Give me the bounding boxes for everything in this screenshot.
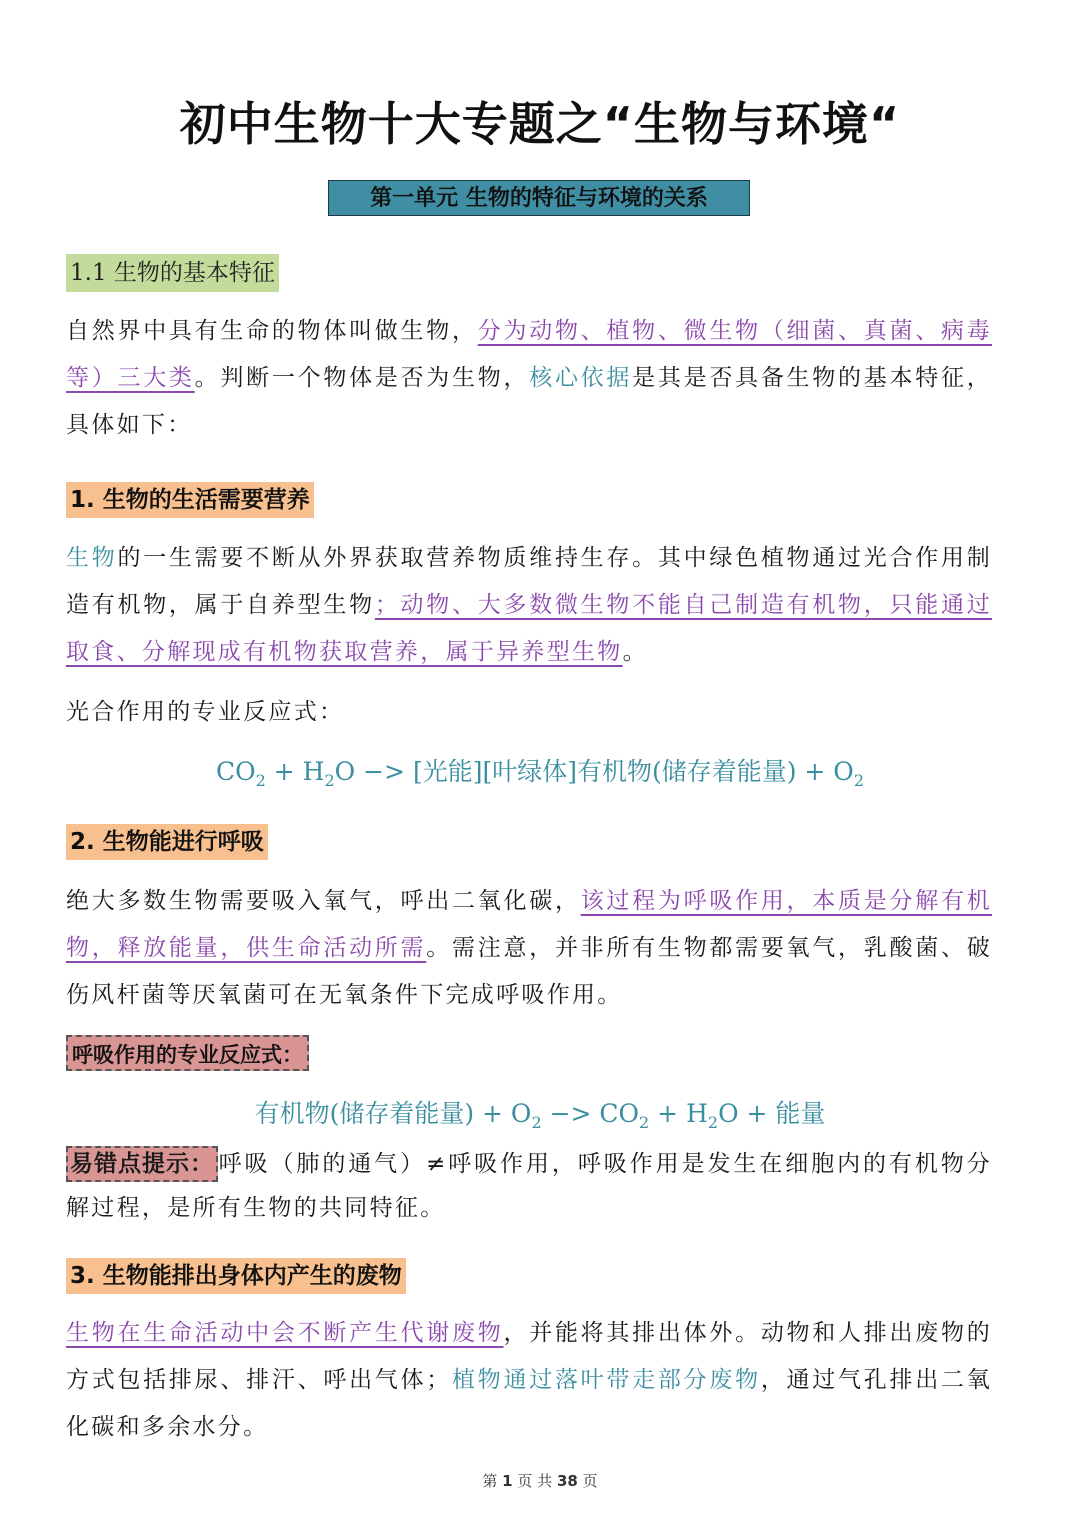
text: ，并能将其排出体外。动物和人排出废物的方式包括排尿、排汗、呼出气体； <box>66 1320 992 1393</box>
text: 的一生需要不断从外界获取营养物质维持生存。其中绿色植物通过光合作用制造有机物，属于自养型生物 <box>66 545 992 618</box>
formula-part: + H <box>265 757 325 786</box>
item-2-heading: 2. 生物能进行呼吸 <box>66 824 268 860</box>
unit-heading: 第一单元 生物的特征与环境的关系 <box>328 180 750 216</box>
text: 。判断一个物体是否为生物， <box>194 365 530 391</box>
photosynthesis-formula-label: 光合作用的专业反应式： <box>66 699 345 725</box>
document-title: 初中生物十大专题之“生物与环境“ <box>179 97 901 151</box>
footer-text: 页 共 <box>517 1472 553 1490</box>
formula-part: + H <box>649 1099 708 1128</box>
highlight-underline: 分为动物、植物、微生物（细菌、真菌、病毒等）三大类 <box>66 318 992 391</box>
mistake-tip-label: 易错点提示： <box>66 1146 218 1182</box>
item-3-heading: 3. 生物能排出身体内产生的废物 <box>66 1258 406 1294</box>
text: 。 <box>622 639 648 665</box>
highlight-underline: ；动物、大多数微生物不能自己制造有机物，只能通过取食、分解现成有机物获取营养，属于异养型生物 <box>66 592 992 665</box>
formula-subscript: 2 <box>639 1113 650 1132</box>
item-2-paragraph <box>66 878 992 1019</box>
text: 是其是否具备生物的基本特征，具体如下： <box>66 365 992 438</box>
section-heading-1-1: 1.1 生物的基本特征 <box>66 254 279 292</box>
formula-part: O −> [光能][叶绿体]有机物(储存着能量) + O <box>334 757 854 786</box>
mistake-tip <box>66 1142 992 1230</box>
text: 。需注意，并非所有生物都需要氧气，乳酸菌、破伤风杆菌等厌氧菌可在无氧条件下完成呼吸作用。 <box>66 935 992 1008</box>
respiration-formula <box>0 1094 1080 1132</box>
intro-paragraph <box>66 308 992 449</box>
footer-text: 页 <box>582 1472 598 1490</box>
formula-part: CO <box>216 757 256 786</box>
text: 自然界中具有生命的物体叫做生物， <box>66 318 478 344</box>
highlight-underline: 该过程为呼吸作用，本质是分解有机物，释放能量，供生命活动所需 <box>66 888 992 961</box>
highlight-teal: 植物通过落叶带走部分废物 <box>451 1367 761 1393</box>
text: ，通过气孔排出二氧化碳和多余水分。 <box>66 1367 992 1440</box>
formula-part: 有机物(储存着能量) + O <box>254 1099 532 1128</box>
formula-subscript: 2 <box>853 771 864 790</box>
text: 绝大多数生物需要吸入氧气，呼出二氧化碳， <box>66 888 581 914</box>
page-footer <box>0 1470 1080 1491</box>
formula-part: O + 能量 <box>718 1099 826 1128</box>
item-1-paragraph <box>66 535 992 676</box>
footer-text: 第 <box>482 1472 498 1490</box>
mistake-tip-text: 呼吸（肺的通气）≠呼吸作用，呼吸作用是发生在细胞内的有机物分解过程，是所有生物的共同特征。 <box>66 1151 992 1221</box>
formula-subscript: 2 <box>255 771 266 790</box>
photosynthesis-formula <box>0 752 1080 790</box>
formula-subscript: 2 <box>324 771 335 790</box>
item-1-heading: 1. 生物的生活需要营养 <box>66 482 314 518</box>
formula-subscript: 2 <box>531 1113 542 1132</box>
total-page-count: 38 <box>556 1472 578 1490</box>
formula-subscript: 2 <box>707 1113 719 1132</box>
respiration-formula-label: 呼吸作用的专业反应式： <box>66 1035 309 1071</box>
highlight-underline: 生物在生命活动中会不断产生代谢废物 <box>66 1320 504 1346</box>
highlight-teal: 核心依据 <box>529 365 633 391</box>
highlight-teal: 生物 <box>66 545 118 571</box>
item-3-paragraph <box>66 1310 992 1451</box>
formula-part: −> CO <box>541 1099 640 1128</box>
current-page-number: 1 <box>502 1472 513 1490</box>
